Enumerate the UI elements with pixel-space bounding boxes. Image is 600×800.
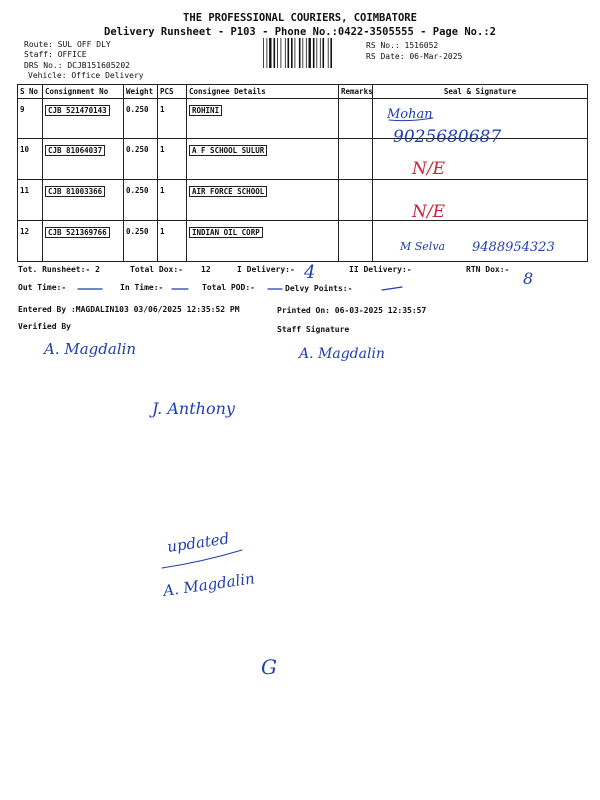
rtn-dox-label: RTN Dox:- — [466, 265, 510, 274]
out-time-label: Out Time:- — [18, 283, 67, 292]
updated-note — [160, 526, 310, 606]
cell-pcs: 1 — [158, 139, 187, 180]
cell-pcs: 1 — [158, 99, 187, 139]
rtn-count-value: 8 — [523, 269, 534, 288]
bottom-mark — [258, 652, 288, 682]
col-header-consignment: Consignment No — [43, 85, 124, 99]
cell-remarks — [339, 139, 373, 180]
rs-number: RS No.: 1516052 — [366, 41, 439, 50]
cell-seal-signature — [373, 180, 588, 221]
barcode-image — [262, 38, 350, 68]
row12-phone-number: 9488954323 — [472, 240, 555, 255]
row9-phone-number: 9025680687 — [393, 127, 502, 147]
staff-signature-text: A. Magdalin — [299, 346, 385, 362]
row12-handwriting — [398, 231, 578, 259]
cell-pcs: 1 — [158, 221, 187, 262]
consignee-name: INDIAN OIL CORP — [189, 227, 263, 238]
row11-not-entry-mark: N/E — [412, 202, 446, 222]
row9-handwriting — [385, 104, 565, 150]
cell-weight: 0.250 — [124, 180, 158, 221]
consignee-name: A F SCHOOL SULUR — [189, 145, 267, 156]
verified-by-label: Verified By — [18, 322, 71, 331]
row10-not-entry-mark: N/E — [412, 159, 446, 179]
initials-signature-text: J. Anthony — [152, 399, 235, 418]
entered-by-text: Entered By :MAGDALIN103 03/06/2025 12:35:52 PM — [18, 305, 240, 314]
consignment-number: CJB 81064037 — [45, 145, 105, 156]
total-pod-label: Total POD:- — [202, 283, 255, 292]
row9-receiver-name: Mohan — [387, 107, 433, 122]
updated-note-label: updated — [166, 529, 231, 556]
cell-remarks — [339, 99, 373, 139]
col-header-seal-signature: Seal & Signature — [373, 85, 588, 99]
consignee-name: ROHINI — [189, 105, 222, 116]
rs-date: RS Date: 06-Mar-2025 — [366, 52, 463, 61]
row11-handwriting — [410, 195, 470, 225]
total-runsheet: Tot. Runsheet:- 2 — [18, 265, 100, 274]
col-header-remarks: Remarks — [339, 85, 373, 99]
rtn-count-handwriting — [520, 266, 542, 288]
verified-signature-text: A. Magdalin — [44, 340, 137, 358]
row12-receiver-name: M Selva — [400, 240, 446, 253]
cell-sno: 12 — [18, 221, 43, 262]
col-header-weight: Weight — [124, 85, 158, 99]
runsheet-subtitle: Delivery Runsheet - P103 - Phone No.:0422-3505555 - Page No.:2 — [104, 26, 496, 38]
verified-by-signature — [40, 332, 190, 364]
delivery-count-value: 4 — [304, 262, 316, 283]
out-time-dash — [76, 283, 106, 293]
cell-sno: 9 — [18, 99, 43, 139]
cell-sno: 10 — [18, 139, 43, 180]
cell-consignment — [43, 221, 124, 262]
consignment-number: CJB 521369766 — [45, 227, 110, 238]
cell-sno: 11 — [18, 180, 43, 221]
cell-consignee — [187, 221, 339, 262]
col-header-pcs: PCS — [158, 85, 187, 99]
vehicle-text: Vehicle: Office Delivery — [28, 71, 144, 80]
cell-consignment — [43, 139, 124, 180]
printed-on-text: Printed On: 06-03-2025 12:35:57 — [277, 306, 427, 315]
table-header-row — [18, 85, 588, 99]
second-delivery-label: II Delivery:- — [349, 265, 412, 274]
drs-number: DRS No.: DCJB151605202 — [24, 61, 130, 70]
cell-consignment — [43, 180, 124, 221]
in-time-dash — [170, 283, 194, 293]
cell-pcs: 1 — [158, 180, 187, 221]
first-delivery-label: I Delivery:- — [237, 265, 295, 274]
cell-consignee — [187, 99, 339, 139]
staff-text: Staff: OFFICE — [24, 50, 87, 59]
col-header-sno: S No — [18, 85, 43, 99]
cell-consignee — [187, 139, 339, 180]
company-title: THE PROFESSIONAL COURIERS, COIMBATORE — [183, 12, 417, 24]
in-time-label: In Time:- — [120, 283, 164, 292]
staff-signature-label: Staff Signature — [277, 325, 350, 334]
cell-weight: 0.250 — [124, 99, 158, 139]
cell-weight: 0.250 — [124, 139, 158, 180]
table-row — [18, 180, 588, 221]
delivery-count-handwriting — [300, 258, 324, 282]
cell-consignee — [187, 180, 339, 221]
initials-signature — [150, 392, 290, 426]
delivery-points-dash — [380, 283, 410, 293]
consignment-number: CJB 521470143 — [45, 105, 110, 116]
col-header-consignee: Consignee Details — [187, 85, 339, 99]
row10-handwriting — [410, 152, 470, 182]
route-text: Route: SUL OFF DLY — [24, 40, 111, 49]
staff-signature — [295, 338, 425, 368]
consignee-name: AIR FORCE SCHOOL — [189, 186, 267, 197]
bottom-mark-text: G — [261, 655, 277, 679]
total-dox-label: Total Dox:- — [130, 265, 183, 274]
cell-remarks — [339, 221, 373, 262]
cell-weight: 0.250 — [124, 221, 158, 262]
updated-note-signature: A. Magdalin — [162, 569, 256, 600]
cell-consignment — [43, 99, 124, 139]
delivery-points-label: Delvy Points:- — [285, 284, 353, 293]
consignment-number: CJB 81003366 — [45, 186, 105, 197]
total-dox-value: 12 — [201, 265, 211, 274]
cell-remarks — [339, 180, 373, 221]
